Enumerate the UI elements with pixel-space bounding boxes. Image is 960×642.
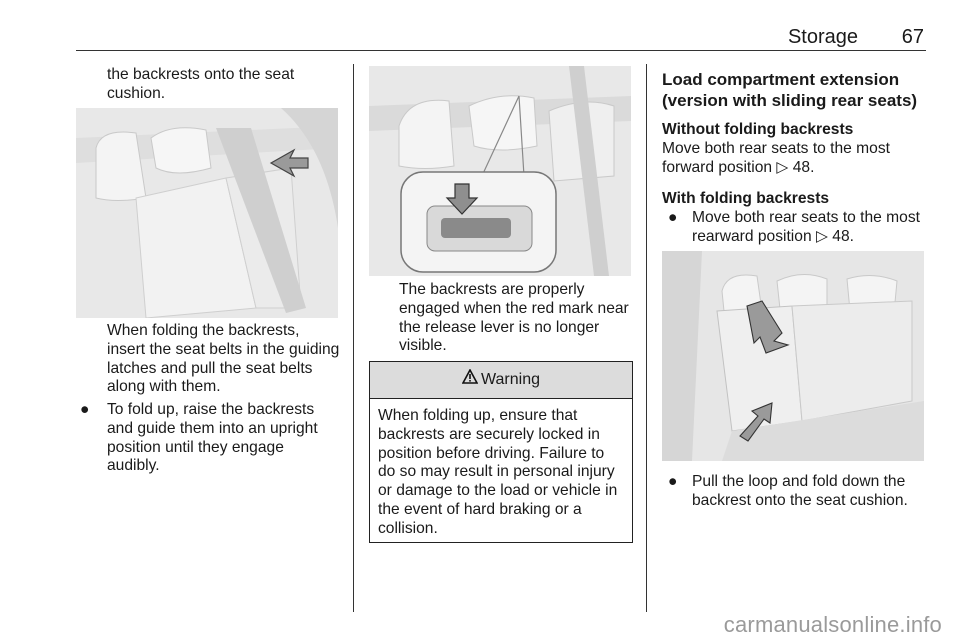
folding-caption-line: along with them. xyxy=(107,378,221,396)
intro-line-1: the backrests onto the seat xyxy=(107,66,295,83)
page-number: 67 xyxy=(901,26,924,48)
engaged-caption-line: visible. xyxy=(399,337,447,355)
column-divider-right xyxy=(646,64,647,612)
warning-line: position before driving. Failure to xyxy=(378,444,605,462)
bullet-icon: ● xyxy=(668,473,678,490)
warning-body xyxy=(378,407,628,539)
pull-loop-bullet xyxy=(692,473,947,511)
fold-up-bullet xyxy=(107,401,347,476)
warning-line: or damage to the load or vehicle in xyxy=(378,482,618,500)
warning-line: When folding up, ensure that xyxy=(378,407,578,424)
rearward-bullet-line: Move both rear seats to the most xyxy=(692,209,920,226)
engaged-caption-line: engaged when the red mark near xyxy=(399,299,629,317)
pull-loop-bullet-line: Pull the loop and fold down the xyxy=(692,473,906,490)
engaged-caption-line: the release lever is no longer xyxy=(399,318,600,336)
release-lever-illustration xyxy=(369,66,631,276)
warning-box xyxy=(369,361,633,543)
warning-title: Warning xyxy=(481,371,540,389)
rearward-bullet-line: rearward position ▷ 48. xyxy=(692,227,854,245)
pull-loop-bullet-line: backrest onto the seat cushion. xyxy=(692,491,908,509)
header-rule xyxy=(76,50,926,51)
intro-line-2: cushion. xyxy=(107,85,166,102)
warning-line: collision. xyxy=(378,519,438,537)
section-heading-line: Load compartment extension xyxy=(662,70,900,89)
watermark: carmanualsonline.info xyxy=(723,612,942,637)
without-folding-text xyxy=(662,140,942,178)
warning-line: backrests are securely locked in xyxy=(378,425,600,443)
section-title: Storage xyxy=(787,26,858,48)
warning-line: the event of hard braking or a xyxy=(378,500,582,518)
without-folding-line: Move both rear seats to the most xyxy=(662,140,890,157)
bullet-icon: ● xyxy=(668,209,678,226)
folding-caption-line: latches and pull the seat belts xyxy=(107,359,313,377)
fold-up-bullet-line: position until they engage xyxy=(107,438,284,456)
folding-caption xyxy=(107,322,347,397)
fold-up-bullet-line: and guide them into an upright xyxy=(107,419,318,437)
fold-up-bullet-line: audibly. xyxy=(107,457,160,475)
seatbelt-guide-illustration xyxy=(76,108,338,318)
subheading-without-folding: Without folding backrests xyxy=(662,121,854,138)
folding-caption-line: insert the seat belts in the guiding xyxy=(107,340,340,358)
warning-line: do so may result in personal injury xyxy=(378,463,615,481)
rearward-bullet xyxy=(692,209,947,247)
column-divider-left xyxy=(353,64,354,612)
bullet-icon: ● xyxy=(80,401,90,418)
folding-caption-line: When folding the backrests, xyxy=(107,322,300,339)
without-folding-line: forward position ▷ 48. xyxy=(662,158,815,176)
subheading-with-folding: With folding backrests xyxy=(662,190,830,207)
section-heading-line: (version with sliding rear seats) xyxy=(662,91,918,110)
fold-up-bullet-line: To fold up, raise the backrests xyxy=(107,401,315,418)
engaged-caption-line: The backrests are properly xyxy=(399,281,585,298)
section-heading xyxy=(662,69,942,111)
warning-triangle-icon xyxy=(462,362,478,398)
warning-header xyxy=(370,362,632,399)
sliding-seats-illustration xyxy=(662,251,924,461)
engaged-caption xyxy=(399,281,639,356)
